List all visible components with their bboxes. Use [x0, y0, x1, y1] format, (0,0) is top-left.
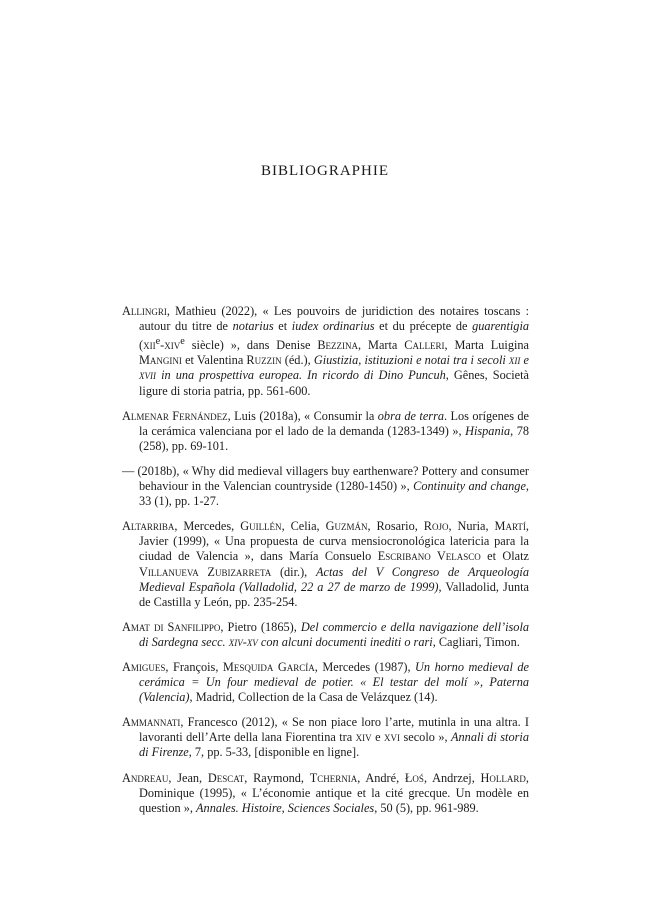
entry-text: et Valentina: [181, 353, 247, 368]
entry-text: , François,: [165, 659, 223, 674]
italic-text: -: [242, 634, 247, 649]
entry-text: , Mathieu (2022), « Les pouvoirs de juridiction des notaires toscans : autour du titre de: [139, 304, 529, 334]
italic-text: Giustizia, istituzioni e notai tra i secoli: [313, 353, 509, 368]
author-name: Villanueva Zubizarreta: [139, 564, 272, 579]
century-numeral: xiv: [228, 634, 243, 649]
entry-text: e: [371, 730, 385, 745]
italic-text: notarius: [232, 319, 274, 334]
entry-text: , 33 (1), pp. 1-27.: [139, 479, 529, 509]
entry-text: , Valladolid, Junta de Castilla y León, pp. 235-254.: [139, 579, 529, 609]
author-name: Guzmán: [325, 519, 368, 534]
entry-text: , Gênes, Società ligure di storia patria, pp. 561-600.: [139, 368, 529, 398]
century-numeral: xvii: [139, 368, 156, 383]
author-name: Tchernia: [309, 770, 358, 785]
italic-text: Continuity and change: [413, 479, 526, 494]
entry-text: , 7, pp. 5-33, [disponible en ligne].: [188, 745, 360, 760]
entry-text: , Rosario,: [367, 519, 424, 534]
author-name: Amigues: [122, 659, 166, 674]
bibliography-entry: [122, 519, 529, 610]
entry-text: siècle) », dans Denise: [184, 338, 318, 353]
italic-text: guarentigia: [472, 319, 530, 334]
entry-text: , André,: [357, 770, 405, 785]
bibliography-entry: [122, 715, 529, 760]
author-name: Descat: [207, 770, 245, 785]
author-name: Ruzzin: [246, 353, 282, 368]
entry-text: , Raymond,: [244, 770, 310, 785]
century-numeral: xv: [246, 634, 258, 649]
entry-text: secolo »,: [400, 730, 452, 745]
entry-text: , Luis (2018a), « Consumir la: [227, 408, 378, 423]
italic-text: in una prospettiva europea. In ricordo di Dino Puncuh: [156, 368, 446, 383]
century-numeral: xiv: [164, 338, 181, 353]
entry-text: (éd.),: [281, 353, 314, 368]
entry-text: , Dominique (1995), « L’économie antique et la cité grecque. Un modèle en question »,: [139, 770, 529, 815]
author-name: Guillén: [240, 519, 282, 534]
bibliography-entry: [122, 620, 529, 650]
italic-text: Actas del V Congreso de Arqueología Medieval Española (Valladolid, 22 a 27 de marzo de 1999): [139, 564, 529, 594]
italic-text: Un horno medieval de cerámica = Un four medieval de potier. « El testar del molí », Paterna (Valencia): [139, 659, 529, 705]
entry-text: , 50 (5), pp. 961-989.: [374, 800, 479, 815]
superscript: e: [180, 336, 185, 348]
author-name: Almenar Fernández: [122, 408, 228, 423]
century-numeral: xvi: [384, 730, 401, 745]
author-name: Altarriba: [122, 519, 175, 534]
entry-text: , Jean,: [168, 770, 208, 785]
bibliography-entry: [122, 464, 529, 509]
italic-text: Annali di storia di Firenze: [139, 730, 529, 760]
author-name: Martí: [494, 519, 526, 534]
entry-text: (: [139, 338, 144, 353]
author-name: Andreau: [122, 770, 169, 785]
bibliography-list: [122, 304, 529, 826]
italic-text: e: [520, 353, 530, 368]
entry-text: , Marta: [358, 338, 405, 353]
entry-text: et Olatz: [480, 549, 529, 564]
superscript: e: [155, 336, 161, 348]
italic-text: con alcuni documenti inediti o rari: [257, 634, 433, 649]
entry-text: , Pietro (1865),: [220, 619, 301, 634]
entry-text: — (2018b), « Why did medieval villagers buy earthenware? Pottery and consumer behaviour in the Valencian countryside (1280-1450) »,: [122, 463, 529, 494]
entry-text: . Los orígenes de la cerámica valenciana por el lado de la demanda (1283-1349) »,: [139, 408, 529, 438]
century-numeral: xiv: [355, 730, 372, 745]
bibliography-entry: [122, 304, 529, 399]
author-name: Mesquida García: [222, 659, 315, 674]
author-name: Rojo: [423, 519, 449, 534]
author-name: Allingri: [122, 304, 167, 318]
century-numeral: xii: [508, 353, 521, 368]
entry-text: -: [160, 338, 165, 353]
bibliography-entry: [122, 771, 529, 816]
author-name: Escribano Velasco: [377, 549, 481, 564]
entry-text: , Mercedes,: [174, 519, 241, 534]
entry-text: , Andrzej,: [423, 770, 481, 785]
italic-text: iudex ordinarius: [291, 319, 375, 334]
italic-text: Annales. Histoire, Sciences Sociales: [196, 800, 375, 815]
entry-text: , Celia,: [281, 519, 326, 534]
entry-text: et du précepte de: [374, 319, 473, 334]
entry-text: , Nuria,: [448, 519, 495, 534]
bibliography-entry: [122, 409, 529, 454]
entry-text: , Mercedes (1987),: [314, 659, 416, 674]
entry-text: , Francesco (2012), « Se non piace loro l’arte, mutinla in una altra. I lavoranti dell’Arte della lana Fiorentina tra: [139, 715, 529, 745]
entry-text: , Javier (1999), « Una propuesta de curva mensiocronológica latericia para la ciudad de Valencia », dans María Consuelo: [139, 519, 529, 564]
entry-text: , Madrid, Collection de la Casa de Velázquez (14).: [189, 690, 438, 705]
century-numeral: xii: [143, 338, 156, 353]
italic-text: Del commercio e della navigazione dell’isola di Sardegna secc.: [139, 619, 530, 649]
bibliography-entry: [122, 660, 529, 705]
italic-text: obra de terra: [377, 408, 445, 423]
entry-text: , 78 (258), pp. 69-101.: [139, 423, 530, 453]
entry-text: , Cagliari, Timon.: [432, 634, 520, 649]
author-name: Ammannati: [122, 715, 181, 730]
entry-text: et: [273, 319, 292, 334]
author-name: Bezzina: [317, 338, 359, 353]
author-name: Amat di Sanfilippo: [122, 619, 221, 634]
entry-text: , Marta Luigina: [444, 338, 529, 353]
author-name: Hollard: [480, 770, 526, 785]
entry-text: (dir.),: [271, 564, 316, 579]
italic-text: Hispania: [465, 423, 511, 438]
author-name: Łoś: [404, 770, 424, 785]
author-name: Calleri: [404, 338, 445, 353]
page-title: BIBLIOGRAPHIE: [261, 163, 389, 179]
author-name: Mangini: [139, 353, 182, 368]
